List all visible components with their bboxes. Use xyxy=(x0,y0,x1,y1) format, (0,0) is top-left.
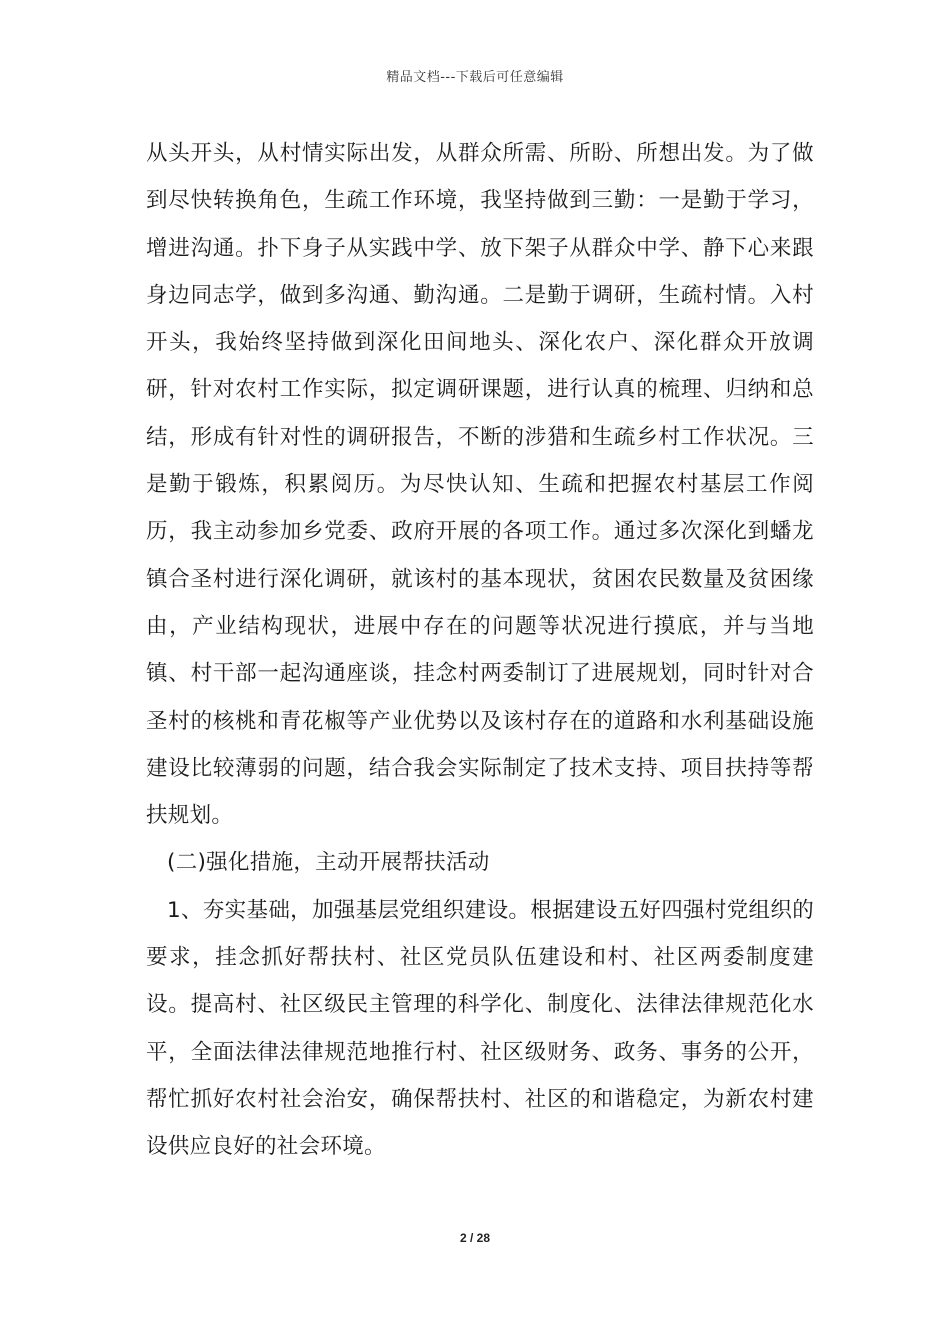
paragraph-work-practice: 从头开头，从村情实际出发，从群众所需、所盼、所想出发。为了做到尽快转换角色，生疏工作环境，我坚持做到三勤：一是勤于学习，增进沟通。扑下身子从实践中学、放下架子从群众中学、静下心来跟身边同志学，做到多沟通、勤沟通。二是勤于调研，生疏村情。入村开头，我始终坚持做到深化田间地头、深化农户、深化群众开放调研，针对农村工作实际，拟定调研课题，进行认真的梳理、归纳和总结，形成有针对性的调研报告，不断的涉猎和生疏乡村工作状况。三是勤于锻炼，积累阅历。为尽快认知、生疏和把握农村基层工作阅历，我主动参加乡党委、政府开展的各项工作。通过多次深化到蟠龙镇合圣村进行深化调研，就该村的基本现状，贫困农民数量及贫困缘由，产业结构现状，进展中存在的问题等状况进行摸底，并与当地镇、村干部一起沟通座谈，挂念村两委制订了进展规划，同时针对合圣村的核桃和青花椒等产业优势以及该村存在的道路和水利基础设施建设比较薄弱的问题，结合我会实际制定了技术支持、项目扶持等帮扶规划。 xyxy=(146,141,814,829)
page-header: 精品文档---下载后可任意编辑 xyxy=(386,70,564,85)
page-number: 2 / 28 xyxy=(459,1231,491,1245)
section-heading: (二)强化措施，主动开展帮扶活动 xyxy=(167,850,490,876)
paragraph-party-building: 1、夯实基础，加强基层党组织建设。根据建设五好四强村党组织的要求，挂念抓好帮扶村、社区党员队伍建设和村、社区两委制度建设。提高村、社区级民主管理的科学化、制度化、法律法律规范化水平，全面法律法律规范地推行村、社区级财务、政务、事务的公开，帮忙抓好农村社会治安，确保帮扶村、社区的和谐稳定，为新农村建设供应良好的社会环境。 xyxy=(146,897,814,1160)
document-body xyxy=(146,130,814,1171)
